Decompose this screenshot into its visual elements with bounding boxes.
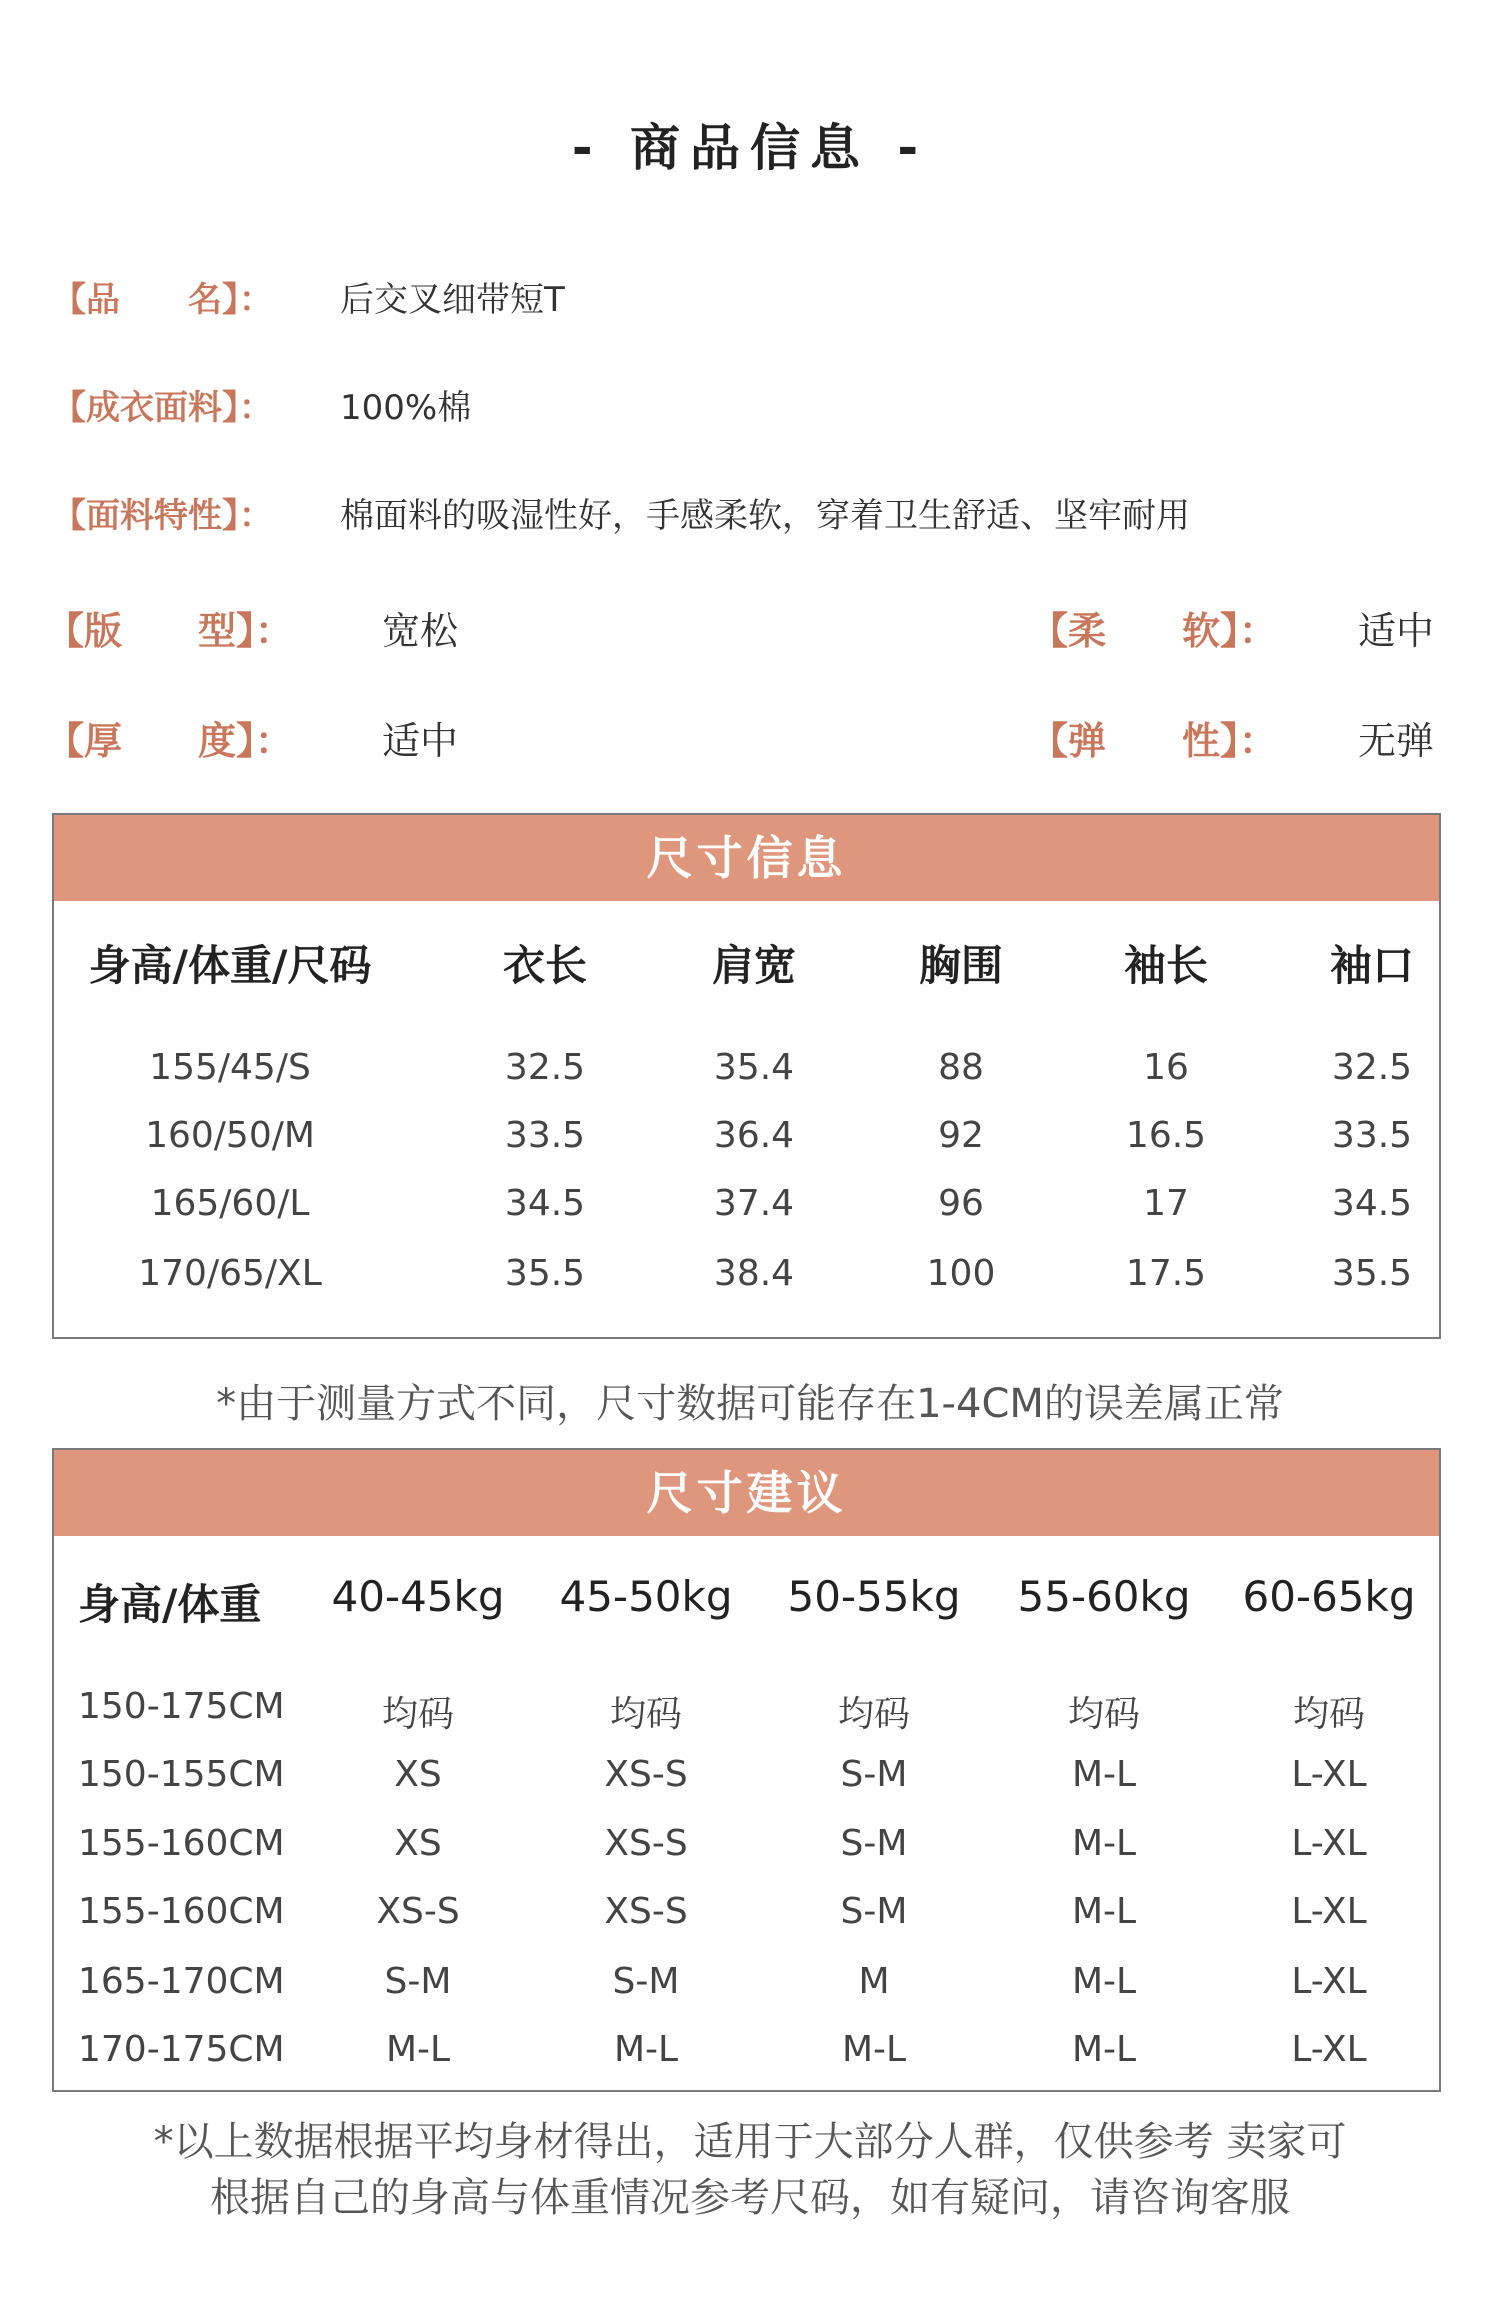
table-cell: L-XL: [1291, 1961, 1367, 2002]
table-cell: 36.4: [713, 1115, 795, 1156]
column-header: 肩宽: [711, 941, 796, 990]
table-cell: 33.5: [1331, 1115, 1413, 1156]
size-advice-header: 尺寸建议: [54, 1450, 1439, 1536]
table-cell: 17.5: [1125, 1253, 1207, 1294]
row-label: 155-160CM: [78, 1823, 285, 1864]
info-name-value: 后交叉细带短T: [340, 280, 565, 320]
table-cell: XS-S: [376, 1891, 460, 1932]
table-cell: S-M: [840, 1891, 908, 1932]
table-cell: 35.5: [504, 1253, 586, 1294]
table-cell: L-XL: [1291, 1823, 1367, 1864]
info-elastic-value: 无弹: [1358, 719, 1435, 763]
table-cell: 33.5: [504, 1115, 586, 1156]
column-header: 40-45kg: [331, 1572, 505, 1621]
table-cell: 均码: [381, 1694, 454, 1735]
table-cell: S-M: [612, 1961, 680, 2002]
info-fit-value: 宽松: [382, 609, 459, 653]
table-cell: 32.5: [504, 1047, 586, 1088]
table-cell: XS-S: [604, 1891, 688, 1932]
page-title: - 商品信息 -: [571, 119, 929, 177]
size-info-header: 尺寸信息: [54, 815, 1439, 901]
table-cell: 92: [938, 1115, 984, 1156]
column-header: 袖长: [1123, 941, 1208, 990]
disclaimer-line-1: *以上数据根据平均身材得出，适用于大部分人群，仅供参考 卖家可: [153, 2119, 1347, 2165]
column-header: 胸围: [918, 941, 1003, 990]
table-cell: M-L: [1071, 1961, 1137, 2002]
table-cell: 38.4: [713, 1253, 795, 1294]
table-cell: 32.5: [1331, 1047, 1413, 1088]
table-cell: 均码: [837, 1694, 910, 1735]
info-fit-label: 【版 型】：: [46, 609, 294, 653]
table-cell: 34.5: [504, 1183, 586, 1224]
table-cell: M-L: [1071, 1823, 1137, 1864]
column-header: 45-50kg: [559, 1572, 733, 1621]
size-advice-section: [52, 1448, 1441, 2092]
info-thickness-label: 【厚 度】：: [46, 719, 294, 763]
disclaimer-line-2: 根据自己的身高与体重情况参考尺码，如有疑问，请咨询客服: [210, 2175, 1290, 2221]
table-cell: M-L: [1071, 1891, 1137, 1932]
table-cell: 17: [1143, 1183, 1189, 1224]
table-cell: 34.5: [1331, 1183, 1413, 1224]
table-cell: 100: [926, 1253, 996, 1294]
table-cell: XS-S: [604, 1823, 688, 1864]
table-cell: M-L: [1071, 2029, 1137, 2070]
column-header: 身高/体重: [78, 1580, 262, 1629]
info-name-label: 【品 名】：: [52, 280, 273, 320]
info-fabric-value: 100%棉: [340, 388, 472, 428]
info-fabric-label: 【成衣面料】：: [52, 388, 273, 428]
row-label: 150-175CM: [78, 1686, 285, 1727]
row-label: 170-175CM: [78, 2029, 285, 2070]
table-cell: XS: [394, 1823, 442, 1864]
row-label: 165/60/L: [150, 1183, 310, 1224]
table-cell: 35.4: [713, 1047, 795, 1088]
table-cell: 96: [938, 1183, 984, 1224]
info-feature-value: 棉面料的吸湿性好，手感柔软，穿着卫生舒适、坚牢耐用: [340, 496, 1190, 536]
row-label: 155-160CM: [78, 1891, 285, 1932]
row-label: 155/45/S: [149, 1047, 311, 1088]
table-cell: S-M: [840, 1754, 908, 1795]
table-cell: L-XL: [1291, 2029, 1367, 2070]
column-header: 袖口: [1329, 941, 1414, 990]
table-cell: S-M: [840, 1823, 908, 1864]
table-cell: M-L: [841, 2029, 907, 2070]
table-cell: 16: [1143, 1047, 1189, 1088]
info-thickness-value: 适中: [382, 719, 459, 763]
info-feature-label: 【面料特性】：: [52, 496, 273, 536]
row-label: 170/65/XL: [138, 1253, 322, 1294]
table-cell: L-XL: [1291, 1891, 1367, 1932]
column-header: 60-65kg: [1242, 1572, 1416, 1621]
info-elastic-label: 【弹 性】：: [1030, 719, 1278, 763]
column-header: 50-55kg: [787, 1572, 961, 1621]
info-soft-value: 适中: [1358, 609, 1435, 653]
table-cell: 35.5: [1331, 1253, 1413, 1294]
row-label: 150-155CM: [78, 1754, 285, 1795]
row-label: 160/50/M: [145, 1115, 315, 1156]
column-header: 55-60kg: [1017, 1572, 1191, 1621]
size-info-section: [52, 813, 1441, 1339]
table-cell: M-L: [385, 2029, 451, 2070]
table-cell: S-M: [384, 1961, 452, 2002]
table-cell: M-L: [1071, 1754, 1137, 1795]
info-soft-label: 【柔 软】：: [1030, 609, 1278, 653]
table-cell: 均码: [1067, 1694, 1140, 1735]
row-label: 165-170CM: [78, 1961, 285, 2002]
table-cell: 88: [938, 1047, 984, 1088]
measurement-note: *由于测量方式不同，尺寸数据可能存在1-4CM的误差属正常: [216, 1381, 1284, 1427]
column-header: 衣长: [502, 941, 587, 990]
table-cell: 均码: [1292, 1694, 1365, 1735]
column-header: 身高/体重/尺码: [88, 941, 372, 990]
table-cell: 均码: [609, 1694, 682, 1735]
table-cell: XS: [394, 1754, 442, 1795]
table-cell: L-XL: [1291, 1754, 1367, 1795]
table-cell: M: [858, 1961, 890, 2002]
table-cell: 16.5: [1125, 1115, 1207, 1156]
table-cell: XS-S: [604, 1754, 688, 1795]
table-cell: M-L: [613, 2029, 679, 2070]
table-cell: 37.4: [713, 1183, 795, 1224]
